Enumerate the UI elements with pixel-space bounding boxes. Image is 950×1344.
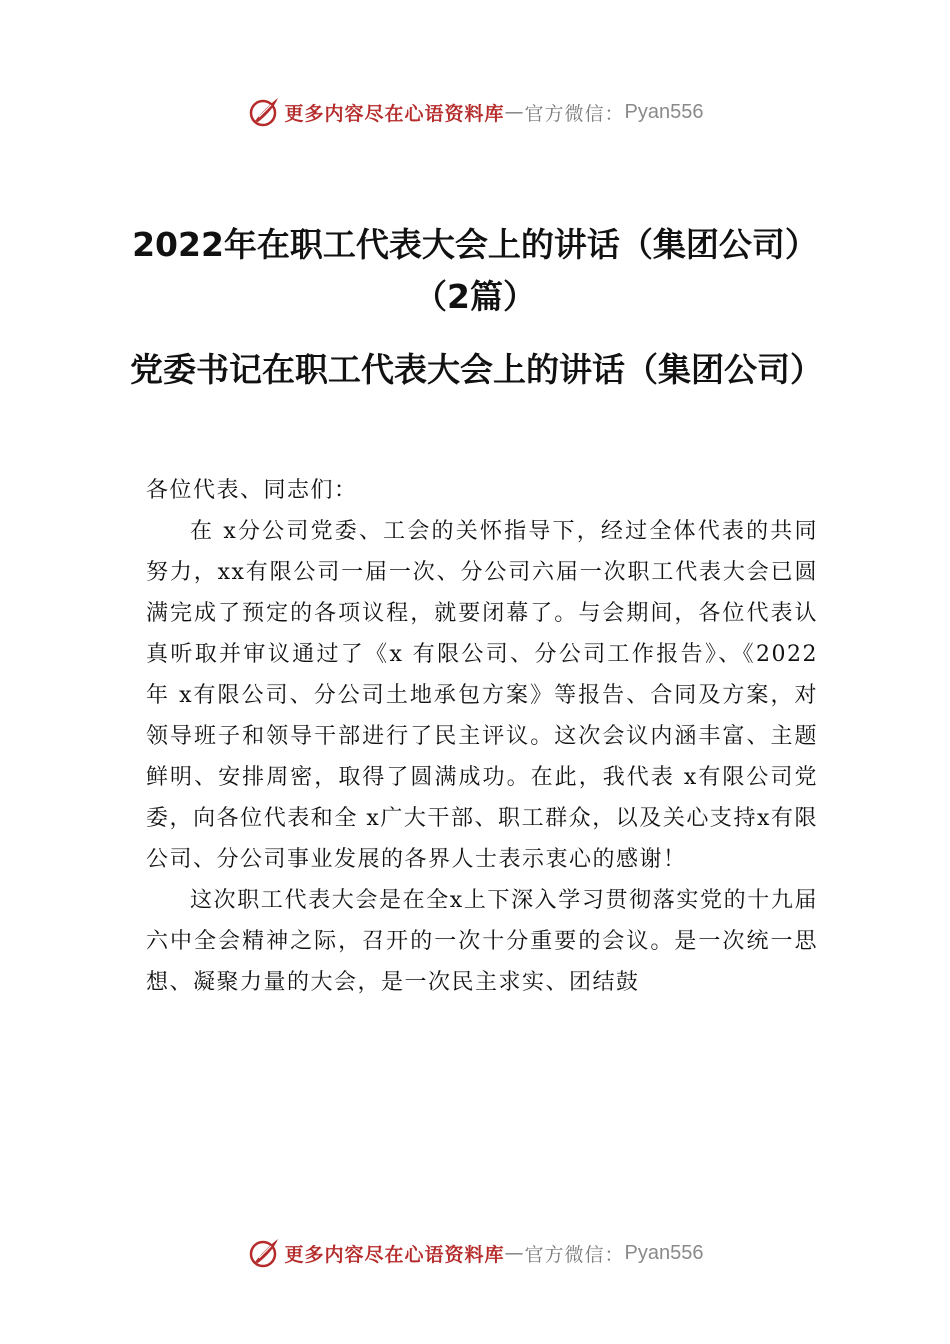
header-banner	[0, 92, 950, 132]
document-subtitle: 党委书记在职工代表大会上的讲话（集团公司）	[130, 350, 823, 389]
document-body	[146, 470, 818, 1003]
banner-wechat-label: 官方微信：	[524, 102, 625, 125]
footer-banner	[0, 1233, 950, 1273]
banner-wechat-id: Pyan556	[624, 1241, 704, 1264]
banner-label: 更多内容尽在心语资料库	[284, 1243, 505, 1266]
banner-dash: —	[504, 1242, 525, 1264]
greeting: 各位代表、同志们：	[146, 478, 358, 503]
banner-wechat-id: Pyan556	[624, 100, 704, 123]
banner-wechat-label: 官方微信：	[524, 1243, 625, 1266]
body-paragraph: 在 x分公司党委、工会的关怀指导下，经过全体代表的共同努力，xx有限公司一届一次、分公司六届一次职工代表大会已圆满完成了预定的各项议程，就要闭幕了。与会期间，各位代表认真听取并审议通过了《x 有限公司、分公司工作报告》、《2022年 x有限公司、分公司土地承包方案》等报告、合同及方案，对领导班子和领导干部进行了民主评议。这次会议内涵丰富、主题鲜明、安排周密，取得了圆满成功。在此，我代表 x有限公司党委，向各位代表和全 x广大干部、职工群众，以及关心支持x有限公司、分公司事业发展的各界人士表示衷心的感谢！	[146, 519, 818, 872]
document-title: 2022年在职工代表大会上的讲话（集团公司）（2篇）	[132, 225, 818, 316]
banner-label: 更多内容尽在心语资料库	[284, 102, 505, 125]
quill-logo-icon	[247, 1236, 281, 1270]
quill-logo-icon	[247, 95, 281, 129]
body-paragraph: 这次职工代表大会是在全x上下深入学习贯彻落实党的十九届六中全会精神之际，召开的一次十分重要的会议。是一次统一思想、凝聚力量的大会，是一次民主求实、团结鼓	[146, 888, 818, 995]
banner-dash: —	[504, 101, 525, 123]
